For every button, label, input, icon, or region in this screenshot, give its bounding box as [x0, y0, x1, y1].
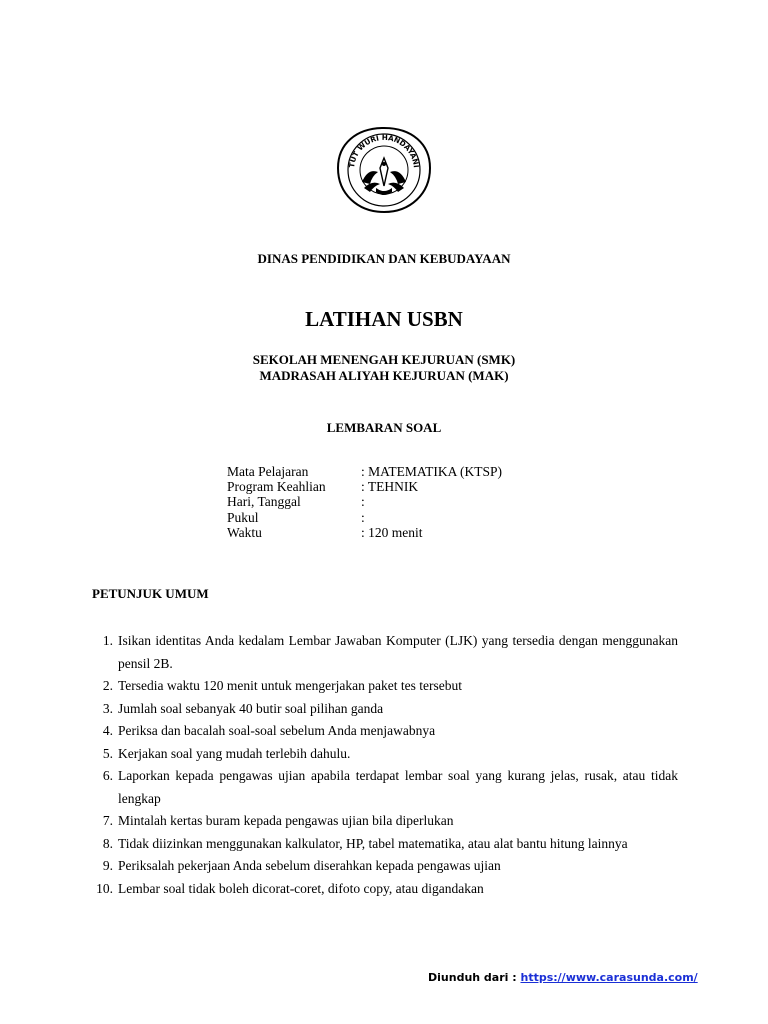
list-item-text: Periksalah pekerjaan Anda sebelum diserahkan kepada pengawas ujian	[118, 858, 501, 873]
list-item-number: 2.	[102, 678, 113, 693]
info-value: : 120 menit	[361, 524, 423, 540]
list-item	[92, 743, 678, 766]
list-item-text: Laporkan kepada pengawas ujian apabila terdapat lembar soal yang kurang jelas, rusak, atau tidak lengkap	[118, 768, 678, 806]
info-value: : TEHNIK	[361, 479, 419, 495]
list-item-text: Periksa dan bacalah soal-soal sebelum Anda menjawabnya	[118, 723, 436, 738]
info-row	[227, 494, 502, 509]
tut-wuri-handayani-logo	[334, 124, 434, 216]
page-title: LATIHAN USBN	[305, 307, 463, 331]
info-row	[227, 464, 502, 479]
list-item-number: 4.	[102, 723, 113, 738]
info-label: Waktu	[227, 524, 262, 540]
list-item	[92, 833, 678, 856]
info-label: Mata Pelajaran	[227, 464, 309, 479]
info-value: :	[361, 494, 365, 510]
exam-info	[227, 464, 502, 540]
list-item-number: 9.	[102, 858, 113, 873]
info-label: Hari, Tanggal	[227, 494, 301, 510]
list-item-text: Tidak diizinkan menggunakan kalkulator, HP, tabel matematika, atau alat bantu hitung lainnya	[118, 835, 628, 851]
info-row	[227, 510, 502, 525]
list-item	[92, 698, 678, 721]
instructions-heading: PETUNJUK UMUM	[92, 586, 209, 601]
list-item	[92, 630, 678, 675]
school-line-1: SEKOLAH MENENGAH KEJURUAN (SMK)	[252, 352, 516, 367]
list-item-number: 3.	[102, 700, 113, 716]
list-item	[92, 675, 678, 698]
list-item-text: Lembar soal tidak boleh dicorat-coret, difoto copy, atau digandakan	[118, 880, 484, 896]
list-item-number: 10.	[96, 880, 113, 896]
list-item-text: Mintalah kertas buram kepada pengawas ujian bila diperlukan	[118, 813, 454, 828]
list-item	[92, 765, 678, 810]
info-row	[227, 525, 502, 540]
info-label: Pukul	[227, 509, 259, 525]
source-link[interactable]: https://www.carasunda.com/	[520, 971, 698, 984]
tut-wuri-handayani-emblem-icon	[334, 124, 434, 216]
info-row	[227, 479, 502, 494]
info-label: Program Keahlian	[227, 479, 326, 495]
info-value: : MATEMATIKA (KTSP)	[361, 464, 503, 479]
instructions-list	[92, 630, 678, 900]
footer-prefix: Diunduh dari :	[428, 971, 521, 984]
list-item	[92, 720, 678, 743]
list-item	[92, 855, 678, 878]
info-value: :	[361, 509, 365, 525]
school-line-2: MADRASAH ALIYAH KEJURUAN (MAK)	[259, 368, 509, 383]
logo-motto: TUT WURI HANDAYANI	[347, 132, 421, 169]
list-item-text: Isikan identitas Anda kedalam Lembar Jawaban Komputer (LJK) yang tersedia dengan menggunakan pensil 2B.	[118, 633, 678, 671]
list-item-number: 1.	[102, 633, 113, 648]
institution-heading: DINAS PENDIDIKAN DAN KEBUDAYAAN	[257, 251, 511, 266]
list-item-text: Kerjakan soal yang mudah terlebih dahulu.	[118, 745, 351, 761]
sheet-title: LEMBARAN SOAL	[326, 420, 442, 435]
download-source-footer	[428, 971, 698, 984]
list-item-text: Jumlah soal sebanyak 40 butir soal pilihan ganda	[118, 700, 384, 716]
list-item	[92, 878, 678, 901]
list-item	[92, 810, 678, 833]
list-item-number: 5.	[102, 745, 113, 761]
list-item-text: Tersedia waktu 120 menit untuk mengerjakan paket tes tersebut	[118, 678, 462, 693]
list-item-number: 7.	[102, 813, 113, 828]
list-item-number: 6.	[102, 768, 113, 783]
list-item-number: 8.	[102, 835, 113, 851]
